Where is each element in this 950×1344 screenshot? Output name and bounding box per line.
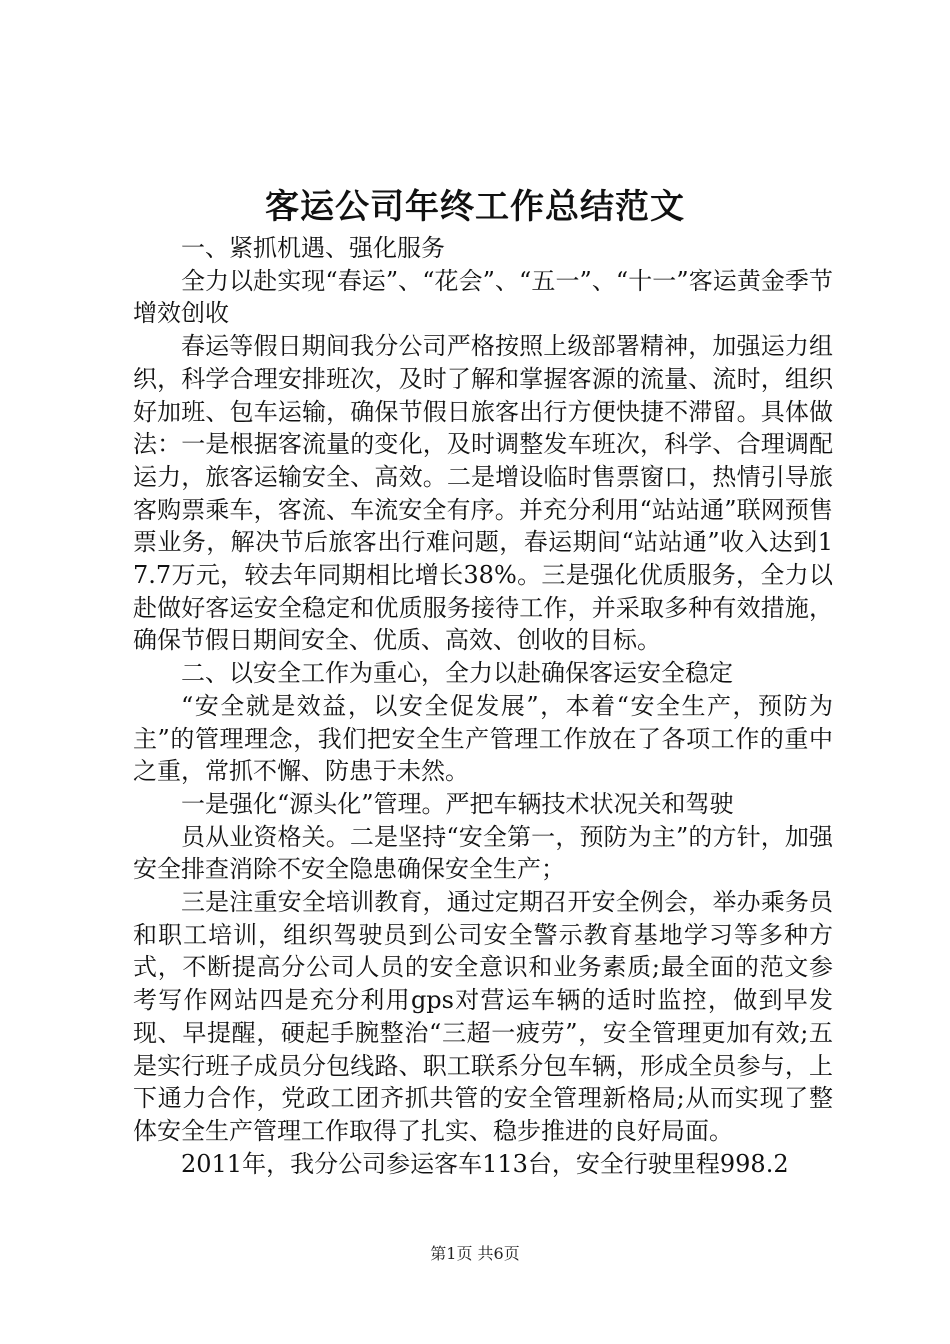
- paragraph: 全力以赴实现“春运”、“花会”、“五一”、“十一”客运黄金季节增效创收: [133, 266, 833, 328]
- paragraph: 2011年，我分公司参运客车113台，安全行驶里程998.2: [181, 1149, 789, 1178]
- section-heading-1: 一、紧抓机遇、强化服务: [181, 234, 445, 262]
- paragraph: “安全就是效益，以安全促发展”，本着“安全生产，预防为主”的管理理念，我们把安全生产管理工作放在了各项工作的重中之重，常抓不懈、防患于未然。: [133, 691, 833, 786]
- paragraph: 三是注重安全培训教育，通过定期召开安全例会，举办乘务员和职工培训，组织驾驶员到公司安全警示教育基地学习等多种方式，不断提高分公司人员的安全意识和业务素质;最全面的范文参考写作网站四是充分利用gps对营运车辆的适时监控，做到早发现、早提醒，硬起手腕整治“三超一疲劳”，安全管理更加有效;五是实行班子成员分包线路、职工联系分包车辆，形成全员参与，上下通力合作，党政工团齐抓共管的安全管理新格局;从而实现了整体安全生产管理工作取得了扎实、稳步推进的良好局面。: [133, 888, 833, 1145]
- document-body: [133, 232, 833, 1180]
- paragraph: 一是强化“源头化”管理。严把车辆技术状况关和驾驶: [181, 789, 734, 818]
- paragraph: 春运等假日期间我分公司严格按照上级部署精神，加强运力组织，科学合理安排班次，及时了解和掌握客源的流量、流时，组织好加班、包车运输，确保节假日旅客出行方便快捷不滞留。具体做法：一是根据客流量的变化，及时调整发车班次，科学、合理调配运力，旅客运输安全、高效。二是增设临时售票窗口，热情引导旅客购票乘车，客流、车流安全有序。并充分利用“站站通”联网预售票业务，解决节后旅客出行难问题，春运期间“站站通”收入达到17.7万元，较去年同期相比增长38%。三是强化优质服务，全力以赴做好客运安全稳定和优质服务接待工作，并采取多种有效措施，确保节假日期间安全、优质、高效、创收的目标。: [133, 332, 833, 655]
- paragraph: 员从业资格关。二是坚持“安全第一，预防为主”的方针，加强安全排查消除不安全隐患确保安全生产；: [133, 822, 833, 884]
- document-title: 客运公司年终工作总结范文: [265, 187, 685, 227]
- section-heading-2: 二、以安全工作为重心，全力以赴确保客运安全稳定: [181, 659, 733, 688]
- page-number: 第1页 共6页: [430, 1244, 520, 1263]
